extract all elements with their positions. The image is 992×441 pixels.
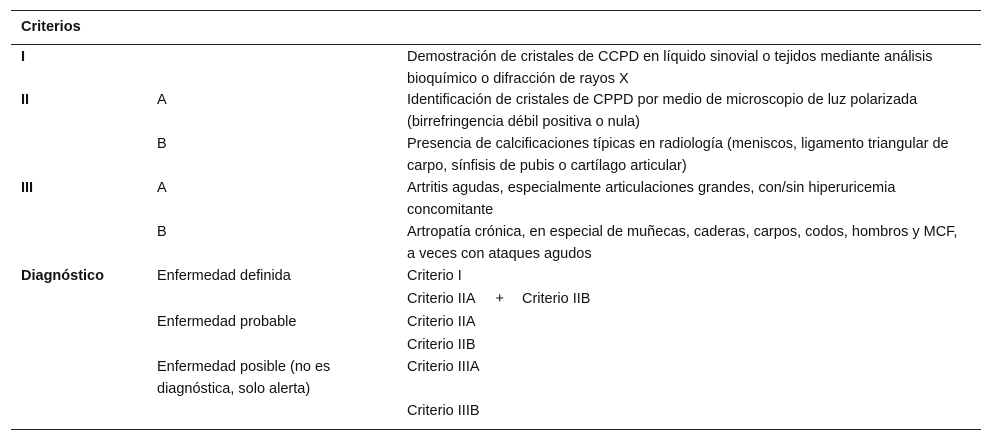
- definite-criteria-line2: [407, 289, 967, 311]
- criterion-label: III: [21, 180, 34, 196]
- criterion-description: Artropatía crónica, en especial de muñecas, caderas, carpos, codos, hombros y MCF, a veces con ataques agudos: [407, 224, 958, 262]
- criterion-label: II: [21, 92, 30, 108]
- definite-criteria: [407, 266, 967, 310]
- diagnosis-label: Diagnóstico: [21, 268, 104, 284]
- table-row: [11, 221, 981, 265]
- criterion-description: Presencia de calcificaciones típicas en radiología (meniscos, ligamento triangular de carpo, sínfisis de pubis o cartílago articular): [407, 136, 949, 174]
- table-row: [11, 89, 981, 133]
- possible-criteria-line2: Criterio IIIB: [407, 403, 480, 419]
- table-row: [11, 177, 981, 221]
- probable-criteria: [407, 312, 967, 356]
- criterion-iia: Criterio IIA: [407, 290, 476, 307]
- probable-disease-label: Enfermedad probable: [157, 314, 297, 330]
- probable-criteria-line2: Criterio IIB: [407, 336, 476, 353]
- table-row: [11, 45, 981, 89]
- possible-disease-label: Enfermedad posible (no es diagnóstica, solo alerta): [157, 359, 331, 397]
- criterion-label: I: [21, 49, 26, 65]
- definite-disease-label: Enfermedad definida: [157, 268, 291, 284]
- criterion-iib: Criterio IIB: [521, 290, 591, 307]
- criterion-sub: B: [157, 136, 167, 152]
- criterion-sub: A: [157, 92, 167, 108]
- table-row: [11, 356, 981, 429]
- table-header: Criterios: [11, 11, 981, 45]
- criterion-sub: A: [157, 180, 167, 196]
- table-row: [11, 133, 981, 177]
- table-row: [11, 265, 981, 311]
- criterion-description: Artritis agudas, especialmente articulaciones grandes, con/sin hiperuricemia concomitante: [407, 180, 896, 218]
- definite-criteria-line1: Criterio I: [407, 268, 462, 284]
- possible-criteria-line1: Criterio IIIA: [407, 359, 480, 375]
- table-row: [11, 311, 981, 356]
- criterion-sub: B: [157, 224, 167, 240]
- plus-sign: +: [495, 290, 504, 307]
- criterion-description: Identificación de cristales de CPPD por medio de microscopio de luz polarizada (birrefringencia débil positiva o nula): [407, 92, 918, 130]
- probable-criteria-line1: Criterio IIA: [407, 314, 476, 330]
- criteria-table: [11, 10, 981, 430]
- criterion-description: Demostración de cristales de CCPD en líquido sinovial o tejidos mediante análisis bioquímico o difracción de rayos X: [407, 49, 933, 87]
